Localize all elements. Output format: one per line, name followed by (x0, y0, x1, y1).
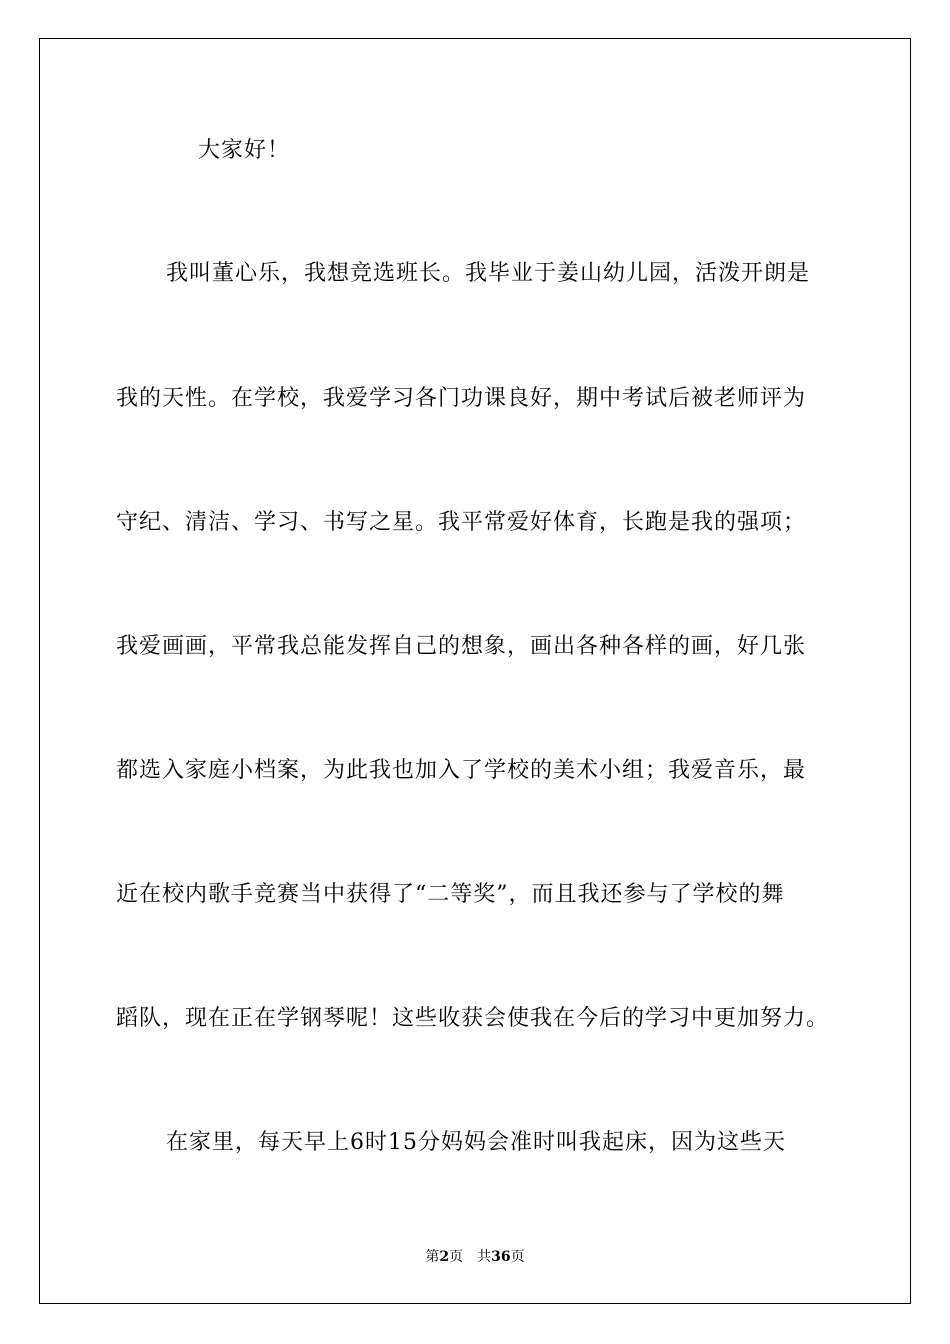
total-pages: 36 (491, 1249, 511, 1265)
body-line-7: 蹈队，现在正在学钢琴呢！这些收获会使我在今后的学习中更加努力。 (116, 1006, 830, 1031)
body-line-6: 近在校内歌手竞赛当中获得了“二等奖”，而且我还参与了学校的舞 (116, 882, 785, 907)
body-line-4: 我爱画画，平常我总能发挥自己的想象，画出各种各样的画，好几张 (116, 634, 807, 659)
page-number: 2 (439, 1249, 450, 1265)
page-footer (0, 1248, 950, 1266)
greeting-text: 大家好！ (198, 138, 291, 163)
body-line-5: 都选入家庭小档案，为此我也加入了学校的美术小组；我爱音乐，最 (116, 758, 807, 783)
page-border (39, 38, 911, 1304)
body-line-2: 我的天性。在学校，我爱学习各门功课良好，期中考试后被老师评为 (116, 386, 807, 411)
body-line-3: 守纪、清洁、学习、书写之星。我平常爱好体育，长跑是我的强项； (116, 510, 807, 535)
page-prefix: 第 (425, 1249, 440, 1265)
total-prefix: 共 (477, 1249, 492, 1265)
total-suffix: 页 (510, 1249, 525, 1265)
page-suffix: 页 (449, 1249, 464, 1265)
body-line-1: 我叫董心乐，我想竞选班长。我毕业于姜山幼儿园，活泼开朗是 (166, 261, 811, 286)
body-line-8: 在家里，每天早上6时15分妈妈会准时叫我起床，因为这些天 (166, 1130, 786, 1155)
